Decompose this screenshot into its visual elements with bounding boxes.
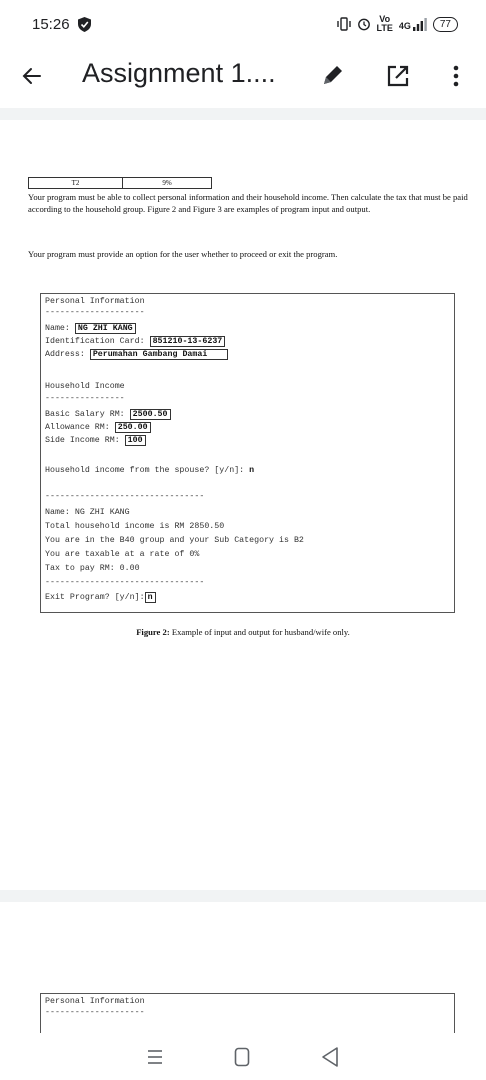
arrow-back-icon[interactable] [18, 62, 46, 90]
side-income-line [45, 436, 146, 445]
console-figure-3-partial [40, 993, 455, 1033]
dash-line: -------------------------------- [45, 578, 205, 587]
vibrate-icon [337, 17, 351, 31]
recents-icon[interactable] [146, 1048, 164, 1066]
address-line [45, 350, 228, 359]
dash-line: -------------------- [45, 308, 145, 317]
status-bar [0, 0, 486, 48]
side-income-label: Side Income RM: [45, 436, 120, 445]
output-total: Total household income is RM 2850.50 [45, 522, 225, 531]
spouse-answer: n [249, 466, 255, 475]
allowance-value: 250.00 [115, 422, 151, 433]
pen-icon[interactable] [318, 62, 346, 90]
signal-icon [413, 18, 427, 31]
caption-text: Example of input and output for husband/wife only. [169, 627, 350, 637]
caption-label: Figure 2: [136, 627, 170, 637]
basic-salary-label: Basic Salary RM: [45, 410, 125, 419]
status-time: 15:26 [32, 15, 70, 33]
basic-salary-line [45, 410, 171, 419]
exit-prompt: Exit Program? [y/n]: [45, 593, 145, 602]
lte-label: LTE [376, 23, 393, 33]
exit-answer: n [145, 592, 156, 603]
side-income-value: 100 [125, 435, 146, 446]
section-title-household: Household Income [45, 382, 125, 391]
allowance-label: Allowance RM: [45, 423, 110, 432]
instruction-paragraph-2: Your program must provide an option for the user whether to proceed or exit the program. [28, 249, 338, 259]
section-title-personal: Personal Information [45, 997, 145, 1006]
tax-rate-table-row [28, 177, 212, 189]
output-tax: Tax to pay RM: 0.00 [45, 564, 140, 573]
output-group: You are in the B40 group and your Sub Category is B2 [45, 536, 304, 545]
dash-line: -------------------------------- [45, 492, 205, 501]
system-nav-bar [0, 1034, 486, 1080]
name-line [45, 324, 136, 333]
address-value: Perumahan Gambang Damai [90, 349, 229, 360]
top-divider [0, 108, 486, 120]
instruction-paragraph-1: Your program must be able to collect personal information and their household income. Then calculate the tax that must be paid according to the household group. Figure 2 and Figure 3 are examples of program input and output. [28, 192, 468, 214]
alarm-icon [357, 17, 371, 31]
address-label: Address: [45, 350, 85, 359]
table-cell-rate: 9% [162, 179, 172, 187]
figure-caption [0, 627, 486, 637]
name-value: NG ZHI KANG [75, 323, 136, 334]
dash-line: ---------------- [45, 394, 125, 403]
app-bar [0, 50, 486, 102]
console-figure-2 [40, 293, 455, 613]
ic-value: 851210-13-6237 [150, 336, 226, 347]
status-icons [337, 15, 458, 33]
document-page [0, 120, 486, 890]
status-time-group [32, 16, 91, 33]
output-name: Name: NG ZHI KANG [45, 508, 130, 517]
shield-check-icon [78, 17, 91, 32]
more-vert-icon[interactable] [444, 62, 468, 90]
volte-indicator [377, 15, 393, 33]
signal-indicator [399, 18, 427, 31]
network-type-label: 4G [398, 20, 411, 31]
ic-line [45, 337, 225, 346]
spouse-prompt-line [45, 466, 254, 475]
open-external-icon[interactable] [384, 62, 412, 90]
battery-indicator: 77 [433, 17, 458, 32]
allowance-line [45, 423, 151, 432]
nav-back-icon[interactable] [320, 1046, 340, 1068]
name-label: Name: [45, 324, 70, 333]
exit-prompt-line [45, 593, 156, 602]
section-title-personal: Personal Information [45, 297, 145, 306]
spouse-prompt: Household income from the spouse? [y/n]: [45, 466, 245, 475]
page-gap [0, 890, 486, 902]
volte-label: Vo [379, 14, 391, 24]
document-title: Assignment 1.... [82, 58, 276, 88]
basic-salary-value: 2500.50 [130, 409, 171, 420]
dash-line: -------------------- [45, 1008, 145, 1017]
output-rate: You are taxable at a rate of 0% [45, 550, 200, 559]
table-cell-category: T2 [29, 178, 123, 188]
home-icon[interactable] [234, 1047, 250, 1067]
ic-label: Identification Card: [45, 337, 145, 346]
